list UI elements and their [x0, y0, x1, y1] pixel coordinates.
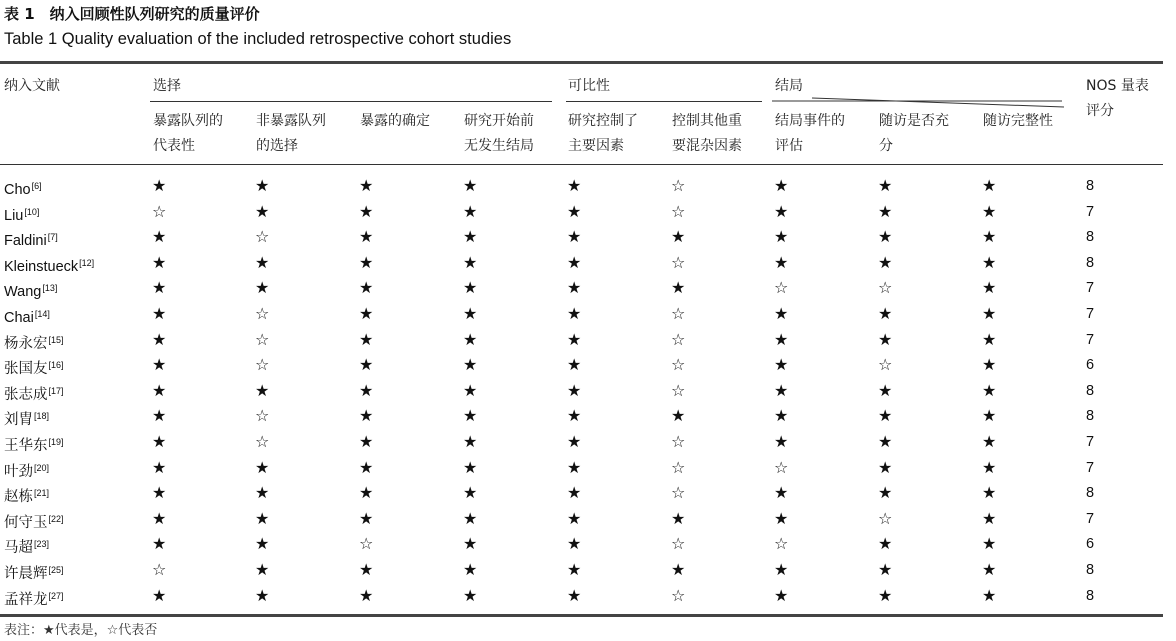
- header-group-comparability: 可比性: [568, 78, 610, 94]
- header-group-outcome: 结局: [775, 78, 803, 94]
- sub-header-col-8: [879, 109, 979, 159]
- empty-star-icon: ☆: [671, 585, 686, 605]
- filled-star-icon: ★: [774, 406, 789, 426]
- empty-star-icon: ☆: [255, 304, 270, 323]
- filled-star-icon: ★: [567, 252, 582, 272]
- nos-score: 6: [1086, 357, 1095, 374]
- filled-star-icon: ★: [567, 534, 582, 554]
- study-ref: [23]: [34, 539, 50, 550]
- filled-star-icon: ★: [567, 457, 582, 477]
- filled-star-icon: ★: [878, 201, 893, 221]
- filled-star-icon: ★: [255, 483, 270, 503]
- filled-star-icon: ★: [463, 176, 478, 195]
- filled-star-icon: ★: [982, 432, 997, 451]
- filled-star-icon: ★: [982, 585, 997, 605]
- filled-star-icon: ★: [567, 483, 582, 503]
- filled-star-icon: ★: [982, 176, 997, 195]
- filled-star-icon: ★: [774, 304, 789, 323]
- filled-star-icon: ★: [359, 355, 374, 375]
- sub-header-col-9: [983, 109, 1083, 134]
- header-score-line1: NOS 量表: [1086, 78, 1149, 94]
- sub-header-col-7-line-1: 结局事件的: [775, 113, 845, 129]
- sub-header-col-4-line-1: 研究开始前: [464, 113, 534, 129]
- header-first-col: 纳入文献: [4, 78, 60, 94]
- top-rule: [0, 61, 1163, 64]
- empty-star-icon: ☆: [671, 329, 686, 349]
- study-name-text: 许晨辉: [4, 566, 48, 582]
- study-name-text: Wang: [4, 284, 42, 301]
- study-name-text: Faldini: [4, 233, 47, 250]
- filled-star-icon: ★: [463, 457, 478, 477]
- filled-star-icon: ★: [982, 252, 997, 272]
- study-name-text: 张志成: [4, 386, 48, 403]
- study-name-text: 何守玉: [4, 514, 48, 531]
- filled-star-icon: ★: [878, 329, 893, 349]
- study-name-text: Kleinstueck: [4, 258, 79, 275]
- filled-star-icon: ★: [982, 380, 997, 400]
- filled-star-icon: ★: [567, 432, 582, 451]
- study-name-text: Chai: [4, 310, 34, 326]
- filled-star-icon: ★: [774, 355, 789, 375]
- sub-header-col-5: [568, 109, 668, 159]
- filled-star-icon: ★: [359, 483, 374, 503]
- filled-star-icon: ★: [463, 252, 478, 272]
- table-caption-en: Table 1 Quality evaluation of the included retrospective cohort studies: [4, 30, 512, 48]
- filled-star-icon: ★: [359, 227, 374, 247]
- filled-star-icon: ★: [359, 457, 374, 477]
- header-score-line2: 评分: [1086, 103, 1114, 119]
- filled-star-icon: ★: [463, 329, 478, 349]
- empty-star-icon: ☆: [671, 457, 686, 477]
- filled-star-icon: ★: [982, 483, 997, 503]
- study-name-text: 孟祥龙: [4, 591, 48, 608]
- study-ref: [22]: [48, 513, 64, 524]
- sub-header-col-5-line-1: 研究控制了: [568, 113, 638, 129]
- nos-score: 8: [1086, 229, 1095, 246]
- filled-star-icon: ★: [982, 457, 997, 477]
- sub-header-col-3-line-1: 暴露的确定: [360, 113, 430, 129]
- header-bottom-rule: [0, 164, 1163, 165]
- filled-star-icon: ★: [152, 406, 167, 426]
- filled-star-icon: ★: [671, 508, 686, 528]
- filled-star-icon: ★: [774, 432, 789, 451]
- nos-score: 7: [1086, 331, 1095, 348]
- nos-score: 8: [1086, 254, 1095, 271]
- sub-header-col-4-line-2: 无发生结局: [464, 138, 534, 154]
- study-ref: [21]: [34, 488, 50, 499]
- filled-star-icon: ★: [774, 380, 789, 400]
- filled-star-icon: ★: [463, 227, 478, 247]
- filled-star-icon: ★: [567, 508, 582, 528]
- nos-score: 7: [1086, 510, 1095, 527]
- nos-score: 7: [1086, 306, 1095, 322]
- study-ref: [16]: [48, 360, 64, 371]
- nos-score: 6: [1086, 536, 1095, 553]
- filled-star-icon: ★: [463, 380, 478, 400]
- nos-score: 7: [1086, 434, 1095, 450]
- filled-star-icon: ★: [774, 585, 789, 605]
- filled-star-icon: ★: [463, 355, 478, 375]
- filled-star-icon: ★: [878, 457, 893, 477]
- filled-star-icon: ★: [878, 534, 893, 554]
- filled-star-icon: ★: [567, 329, 582, 349]
- empty-star-icon: ☆: [359, 534, 374, 554]
- study-name-text: 王华东: [4, 438, 48, 454]
- filled-star-icon: ★: [152, 508, 167, 528]
- filled-star-icon: ★: [982, 534, 997, 554]
- filled-star-icon: ★: [463, 508, 478, 528]
- filled-star-icon: ★: [255, 508, 270, 528]
- empty-star-icon: ☆: [878, 278, 893, 298]
- empty-star-icon: ☆: [774, 278, 789, 298]
- study-name-text: 叶劲: [4, 463, 33, 480]
- sub-header-col-8-line-2: 分: [879, 138, 893, 154]
- filled-star-icon: ★: [152, 355, 167, 375]
- filled-star-icon: ★: [878, 432, 893, 451]
- filled-star-icon: ★: [152, 432, 167, 451]
- nos-score: 8: [1086, 562, 1095, 578]
- filled-star-icon: ★: [567, 380, 582, 400]
- filled-star-icon: ★: [774, 176, 789, 195]
- filled-star-icon: ★: [359, 406, 374, 426]
- filled-star-icon: ★: [671, 278, 686, 298]
- empty-star-icon: ☆: [152, 201, 167, 221]
- group-underline-outcome: [772, 96, 1070, 110]
- empty-star-icon: ☆: [878, 508, 893, 528]
- nos-score: 8: [1086, 485, 1095, 502]
- filled-star-icon: ★: [982, 227, 997, 247]
- sub-header-col-8-line-1: 随访是否充: [879, 113, 949, 129]
- empty-star-icon: ☆: [255, 406, 270, 426]
- empty-star-icon: ☆: [255, 355, 270, 375]
- sub-header-col-3: [360, 109, 460, 134]
- sub-header-col-2-line-1: 非暴露队列: [256, 113, 326, 129]
- study-ref: [18]: [34, 411, 50, 422]
- filled-star-icon: ★: [152, 534, 167, 554]
- study-ref: [13]: [42, 283, 58, 294]
- filled-star-icon: ★: [359, 380, 374, 400]
- empty-star-icon: ☆: [255, 329, 270, 349]
- filled-star-icon: ★: [878, 227, 893, 247]
- sub-header-col-1-line-1: 暴露队列的: [153, 113, 223, 129]
- study-ref: [7]: [47, 232, 58, 243]
- filled-star-icon: ★: [359, 201, 374, 221]
- filled-star-icon: ★: [255, 278, 270, 298]
- study-name-text: 杨永宏: [4, 335, 48, 352]
- nos-score: 7: [1086, 280, 1095, 297]
- filled-star-icon: ★: [463, 585, 478, 605]
- nos-score: 7: [1086, 203, 1095, 220]
- filled-star-icon: ★: [359, 278, 374, 298]
- filled-star-icon: ★: [152, 304, 167, 323]
- filled-star-icon: ★: [463, 560, 478, 579]
- filled-star-icon: ★: [774, 201, 789, 221]
- header-group-selection: 选择: [153, 78, 181, 94]
- filled-star-icon: ★: [982, 355, 997, 375]
- filled-star-icon: ★: [878, 304, 893, 323]
- nos-score: 7: [1086, 459, 1095, 476]
- filled-star-icon: ★: [152, 252, 167, 272]
- table-footnote: 表注：★代表是，☆代表否: [4, 623, 158, 638]
- filled-star-icon: ★: [774, 560, 789, 579]
- sub-header-col-6: [672, 109, 772, 159]
- filled-star-icon: ★: [567, 585, 582, 605]
- study-ref: [20]: [34, 462, 50, 473]
- filled-star-icon: ★: [359, 508, 374, 528]
- filled-star-icon: ★: [878, 406, 893, 426]
- filled-star-icon: ★: [774, 508, 789, 528]
- study-ref: [25]: [48, 565, 64, 575]
- sub-header-col-6-line-2: 要混杂因素: [672, 138, 742, 154]
- empty-star-icon: ☆: [671, 176, 686, 195]
- filled-star-icon: ★: [359, 560, 374, 579]
- empty-star-icon: ☆: [774, 534, 789, 554]
- filled-star-icon: ★: [774, 329, 789, 349]
- filled-star-icon: ★: [359, 252, 374, 272]
- study-ref: [15]: [48, 334, 64, 345]
- filled-star-icon: ★: [255, 252, 270, 272]
- empty-star-icon: ☆: [774, 457, 789, 477]
- study-ref: [19]: [48, 437, 64, 447]
- filled-star-icon: ★: [982, 304, 997, 323]
- filled-star-icon: ★: [255, 201, 270, 221]
- filled-star-icon: ★: [463, 278, 478, 298]
- study-ref: [12]: [79, 257, 95, 268]
- group-underline-selection: [150, 101, 552, 102]
- study-name-text: 赵栋: [4, 489, 33, 506]
- study-ref: [14]: [34, 309, 50, 319]
- nos-score: 8: [1086, 178, 1095, 194]
- empty-star-icon: ☆: [671, 252, 686, 272]
- empty-star-icon: ☆: [671, 380, 686, 400]
- empty-star-icon: ☆: [255, 227, 270, 247]
- study-name: [4, 583, 64, 613]
- bottom-rule: [0, 614, 1163, 617]
- study-ref: [10]: [24, 206, 40, 217]
- filled-star-icon: ★: [255, 380, 270, 400]
- filled-star-icon: ★: [152, 278, 167, 298]
- filled-star-icon: ★: [567, 355, 582, 375]
- empty-star-icon: ☆: [671, 483, 686, 503]
- empty-star-icon: ☆: [671, 304, 686, 323]
- filled-star-icon: ★: [359, 585, 374, 605]
- study-ref: [27]: [48, 590, 64, 601]
- filled-star-icon: ★: [359, 432, 374, 451]
- sub-header-col-2-line-2: 的选择: [256, 138, 298, 154]
- filled-star-icon: ★: [152, 227, 167, 247]
- filled-star-icon: ★: [359, 176, 374, 195]
- filled-star-icon: ★: [774, 227, 789, 247]
- empty-star-icon: ☆: [671, 432, 686, 451]
- study-name-text: 马超: [4, 540, 33, 557]
- filled-star-icon: ★: [463, 483, 478, 503]
- study-name-text: Cho: [4, 182, 31, 198]
- sub-header-col-7-line-2: 评估: [775, 138, 803, 154]
- filled-star-icon: ★: [255, 560, 270, 579]
- nos-score: 8: [1086, 587, 1095, 604]
- filled-star-icon: ★: [567, 304, 582, 323]
- filled-star-icon: ★: [255, 534, 270, 554]
- filled-star-icon: ★: [982, 406, 997, 426]
- sub-header-col-9-line-1: 随访完整性: [983, 113, 1053, 129]
- filled-star-icon: ★: [982, 329, 997, 349]
- empty-star-icon: ☆: [671, 201, 686, 221]
- filled-star-icon: ★: [671, 227, 686, 247]
- filled-star-icon: ★: [463, 432, 478, 451]
- filled-star-icon: ★: [982, 560, 997, 579]
- header-score-col: [1086, 74, 1149, 124]
- filled-star-icon: ★: [878, 483, 893, 503]
- sub-header-col-7: [775, 109, 875, 159]
- sub-header-col-1: [153, 109, 253, 159]
- study-ref: [6]: [31, 181, 42, 191]
- filled-star-icon: ★: [255, 585, 270, 605]
- filled-star-icon: ★: [567, 278, 582, 298]
- filled-star-icon: ★: [878, 585, 893, 605]
- nos-score: 8: [1086, 382, 1095, 399]
- filled-star-icon: ★: [982, 201, 997, 221]
- sub-header-col-2: [256, 109, 356, 159]
- filled-star-icon: ★: [152, 457, 167, 477]
- empty-star-icon: ☆: [671, 355, 686, 375]
- sub-header-col-1-line-2: 代表性: [153, 138, 195, 154]
- filled-star-icon: ★: [671, 560, 686, 579]
- empty-star-icon: ☆: [878, 355, 893, 375]
- filled-star-icon: ★: [152, 483, 167, 503]
- filled-star-icon: ★: [255, 176, 270, 195]
- filled-star-icon: ★: [463, 406, 478, 426]
- study-ref: [17]: [48, 385, 64, 396]
- filled-star-icon: ★: [359, 304, 374, 323]
- filled-star-icon: ★: [567, 406, 582, 426]
- sub-header-col-4: [464, 109, 564, 159]
- study-name-text: 张国友: [4, 361, 48, 378]
- filled-star-icon: ★: [463, 201, 478, 221]
- filled-star-icon: ★: [152, 585, 167, 605]
- filled-star-icon: ★: [774, 483, 789, 503]
- study-name-text: Liu: [4, 207, 24, 224]
- filled-star-icon: ★: [567, 227, 582, 247]
- sub-header-col-6-line-1: 控制其他重: [672, 113, 742, 129]
- filled-star-icon: ★: [152, 380, 167, 400]
- filled-star-icon: ★: [982, 278, 997, 298]
- nos-score: 8: [1086, 408, 1095, 425]
- filled-star-icon: ★: [567, 201, 582, 221]
- filled-star-icon: ★: [878, 380, 893, 400]
- filled-star-icon: ★: [878, 252, 893, 272]
- filled-star-icon: ★: [878, 176, 893, 195]
- filled-star-icon: ★: [463, 304, 478, 323]
- study-name-text: 刘胄: [4, 412, 33, 429]
- table-caption-cn: 表 1 纳入回顾性队列研究的质量评价: [4, 5, 260, 23]
- filled-star-icon: ★: [567, 560, 582, 579]
- empty-star-icon: ☆: [255, 432, 270, 451]
- filled-star-icon: ★: [152, 176, 167, 195]
- empty-star-icon: ☆: [671, 534, 686, 554]
- filled-star-icon: ★: [774, 252, 789, 272]
- filled-star-icon: ★: [671, 406, 686, 426]
- filled-star-icon: ★: [878, 560, 893, 579]
- sub-header-col-5-line-2: 主要因素: [568, 138, 624, 154]
- empty-star-icon: ☆: [152, 560, 167, 579]
- filled-star-icon: ★: [152, 329, 167, 349]
- filled-star-icon: ★: [359, 329, 374, 349]
- filled-star-icon: ★: [982, 508, 997, 528]
- filled-star-icon: ★: [567, 176, 582, 195]
- group-underline-comparability: [566, 101, 762, 102]
- filled-star-icon: ★: [463, 534, 478, 554]
- filled-star-icon: ★: [255, 457, 270, 477]
